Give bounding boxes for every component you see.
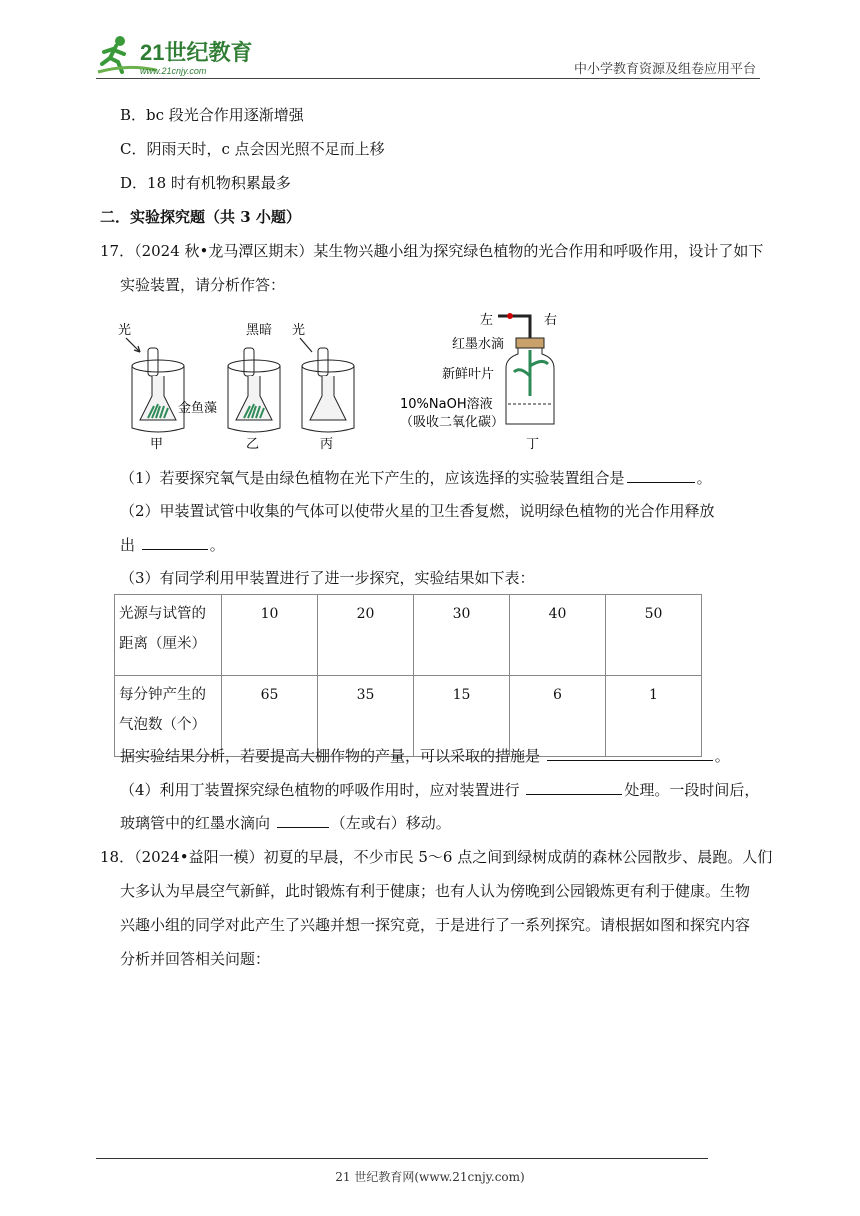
row-label-bubbles: 每分钟产生的气泡数（个） — [115, 676, 222, 757]
table-cell: 35 — [318, 676, 414, 757]
svg-text:左: 左 — [480, 313, 494, 328]
q17-part3: （3）有同学利用甲装置进行了进一步探究，实验结果如下表： — [120, 569, 535, 587]
svg-text:右: 右 — [544, 313, 558, 328]
table-cell: 40 — [510, 595, 606, 676]
apparatus-yi — [228, 322, 280, 452]
svg-text:黑暗: 黑暗 — [246, 323, 273, 338]
answer-blank-5[interactable] — [277, 813, 329, 828]
q18-line2: 大多认为早晨空气新鲜，此时锻炼有利于健康；也有人认为傍晚到公园锻炼更有利于健康。生物 — [120, 882, 751, 900]
table-cell: 30 — [414, 595, 510, 676]
option-d: D．18 时有机物积累最多 — [120, 174, 291, 192]
svg-text:光: 光 — [118, 323, 132, 338]
q17-part4-line1: （4）利用丁装置探究绿色植物的呼吸作用时，应对装置进行 处理。一段时间后， — [120, 781, 760, 799]
section-title: 二．实验探究题（共 3 小题） — [100, 208, 301, 226]
q17-intro-line1: 17．（2024 秋•龙马潭区期末）某生物兴趣小组为探究绿色植物的光合作用和呼吸作用，设计了如下 — [100, 242, 764, 260]
q17-part1: （1）若要探究氧气是由绿色植物在光下产生的，应该选择的实验装置组合是 。 — [120, 469, 712, 487]
answer-blank-4[interactable] — [526, 780, 622, 795]
platform-name: 中小学教育资源及组卷应用平台 — [573, 62, 756, 77]
table-cell: 1 — [606, 676, 702, 757]
apparatus-ding — [400, 313, 557, 452]
q17-part3-after: 据实验结果分析，若要提高大棚作物的产量，可以采取的措施是 。 — [120, 747, 730, 765]
svg-text:乙: 乙 — [246, 437, 260, 452]
logo-url: www.21cnjy.com — [140, 66, 207, 76]
svg-text:甲: 甲 — [150, 437, 164, 452]
footer-rule — [96, 1158, 708, 1159]
goldfish-weed-label: 金鱼藻 — [178, 401, 218, 416]
page-footer: 21 世纪教育网(www.21cnjy.com) — [335, 1170, 525, 1184]
q18-line1: 18．（2024•益阳一模）初夏的早晨，不少市民 5～6 点之间到绿树成荫的森林公园散步、晨跑。人们 — [100, 848, 773, 866]
q18-line4: 分析并回答相关问题： — [120, 950, 271, 968]
answer-blank-1[interactable] — [627, 468, 695, 483]
experiment-figure — [112, 306, 558, 454]
svg-text:丁: 丁 — [526, 437, 540, 452]
q17-part2-line2: 出 。 — [120, 536, 225, 554]
apparatus-jia — [118, 322, 184, 452]
svg-text:光: 光 — [292, 323, 306, 338]
table-row — [115, 676, 702, 757]
row-label-distance: 光源与试管的距离（厘米） — [115, 595, 222, 676]
option-b: B．bc 段光合作用逐渐增强 — [120, 106, 304, 124]
q17-part4-line2: 玻璃管中的红墨水滴向 （左或右）移动。 — [120, 814, 451, 832]
answer-blank-2[interactable] — [142, 535, 208, 550]
table-cell: 50 — [606, 595, 702, 676]
answer-blank-3[interactable] — [547, 746, 713, 761]
logo-text: 21世纪教育 — [140, 40, 253, 65]
table-cell: 10 — [222, 595, 318, 676]
table-row — [115, 595, 702, 676]
svg-text:（吸收二氧化碳）: （吸收二氧化碳） — [400, 415, 505, 430]
table-cell: 15 — [414, 676, 510, 757]
q17-intro-line2: 实验装置，请分析作答： — [120, 276, 286, 294]
results-table — [114, 594, 702, 757]
q17-part2-line1: （2）甲装置试管中收集的气体可以使带火星的卫生香复燃，说明绿色植物的光合作用释放 — [120, 502, 715, 520]
q18-line3: 兴趣小组的同学对此产生了兴趣并想一探究竟，于是进行了一系列探究。请根据如图和探究内容 — [120, 916, 751, 934]
apparatus-bing — [292, 322, 354, 452]
svg-text:红墨水滴: 红墨水滴 — [452, 337, 505, 352]
header-rule — [96, 78, 760, 79]
table-cell: 6 — [510, 676, 606, 757]
option-c: C．阴雨天时，c 点会因光照不足而上移 — [120, 140, 385, 158]
table-cell: 20 — [318, 595, 414, 676]
table-cell: 65 — [222, 676, 318, 757]
svg-text:丙: 丙 — [320, 437, 334, 452]
svg-text:10%NaOH溶液: 10%NaOH溶液 — [400, 397, 493, 412]
site-logo — [96, 34, 266, 78]
page-header — [0, 0, 860, 80]
svg-text:新鲜叶片: 新鲜叶片 — [442, 367, 495, 382]
